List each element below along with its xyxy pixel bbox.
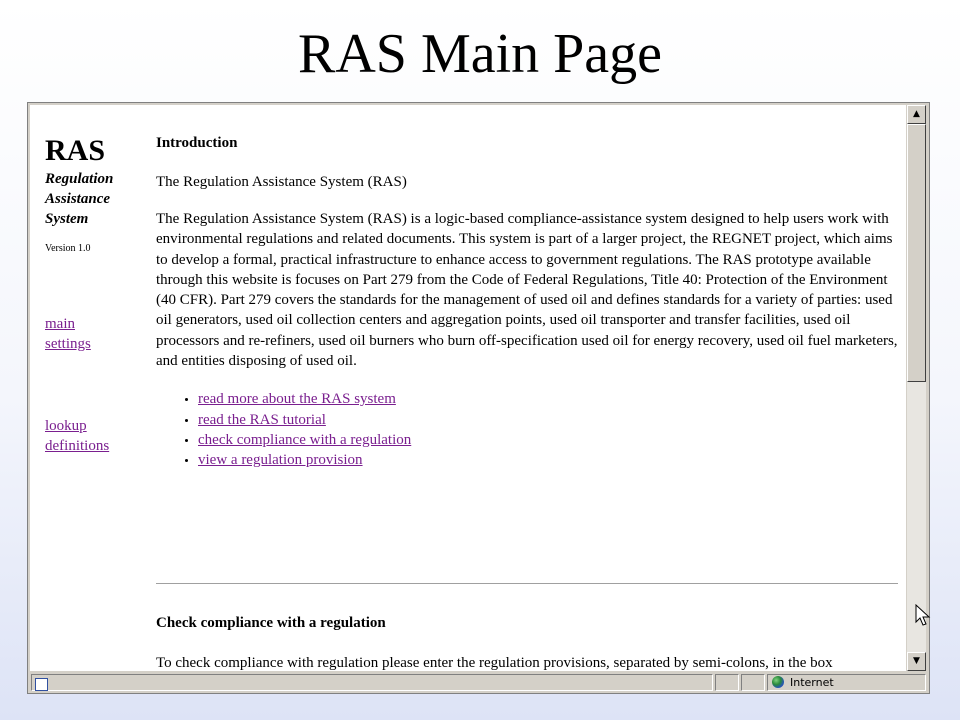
- list-item: [198, 389, 898, 409]
- logo-subtitle: [45, 169, 145, 229]
- list-item: [198, 430, 898, 450]
- intro-link-list: [156, 389, 898, 470]
- nav-primary: [45, 314, 145, 354]
- zone-cell: [767, 674, 926, 691]
- cursor-icon: [915, 604, 931, 628]
- slide-title: RAS Main Page: [298, 23, 662, 85]
- subtitle-line: Assistance: [45, 191, 111, 207]
- nav-lookup-link[interactable]: lookup: [45, 418, 87, 434]
- vertical-scrollbar[interactable]: [907, 105, 926, 671]
- zone-label: Internet: [790, 676, 834, 689]
- arrow-down-icon[interactable]: ▼: [907, 652, 926, 671]
- nav-settings-link[interactable]: settings: [45, 336, 91, 352]
- check-compliance-link[interactable]: check compliance with a regulation: [198, 431, 412, 448]
- intro-heading: Introduction: [156, 135, 238, 151]
- status-bar: [30, 673, 927, 692]
- intro-description: The Regulation Assistance System (RAS) is a logic-based compliance-assistance system designed to help users work with environmental regulations and related documents. This system is part of a larger project, the REGNET project, which aims to develop a formal, practical infrastructure to enhance access to government regulations. The RAS prototype available through this website is focuses on Part 279 from the Code of Federal Regulations, Title 40: Protection of the Environment (40 CFR). Part 279 covers the standards for the management of used oil and defines standards for a variety of parties: used oil generators, used oil collection centers and aggregation points, used oil transporter and transfer facilities, used oil processors and re-refiners, used oil burners who burn off-specification used oil for energy recovery, used oil fuel marketers, and entities disposing of used oil.: [156, 211, 898, 370]
- section-divider: [156, 583, 898, 585]
- main-content: [156, 135, 898, 471]
- page-viewport: [30, 105, 906, 671]
- read-more-link[interactable]: read more about the RAS system: [198, 391, 396, 408]
- status-cell: [741, 674, 765, 691]
- page-icon: [35, 678, 48, 691]
- status-text-cell: [31, 674, 713, 691]
- globe-icon: [772, 676, 784, 688]
- subtitle-line: System: [45, 211, 89, 227]
- nav-secondary: [45, 416, 145, 456]
- arrow-up-icon[interactable]: ▲: [907, 105, 926, 124]
- status-cell: [715, 674, 739, 691]
- list-item: [198, 410, 898, 430]
- compliance-heading: Check compliance with a regulation: [156, 615, 386, 631]
- scrollbar-thumb[interactable]: [907, 124, 926, 382]
- intro-subheading: The Regulation Assistance System (RAS): [156, 174, 407, 190]
- subtitle-line: Regulation: [45, 171, 114, 187]
- ras-logo: RAS: [45, 134, 106, 167]
- sidebar: [45, 135, 145, 456]
- list-item: [198, 450, 898, 470]
- nav-definitions-link[interactable]: definitions: [45, 438, 110, 454]
- view-provision-link[interactable]: view a regulation provision: [198, 452, 363, 469]
- tutorial-link[interactable]: read the RAS tutorial: [198, 411, 326, 428]
- nav-main-link[interactable]: main: [45, 316, 75, 332]
- compliance-instructions: To check compliance with regulation please enter the regulation provisions, separated by semi-colons, in the box: [156, 655, 833, 671]
- browser-window: [27, 102, 930, 694]
- version-label: Version 1.0: [45, 243, 91, 254]
